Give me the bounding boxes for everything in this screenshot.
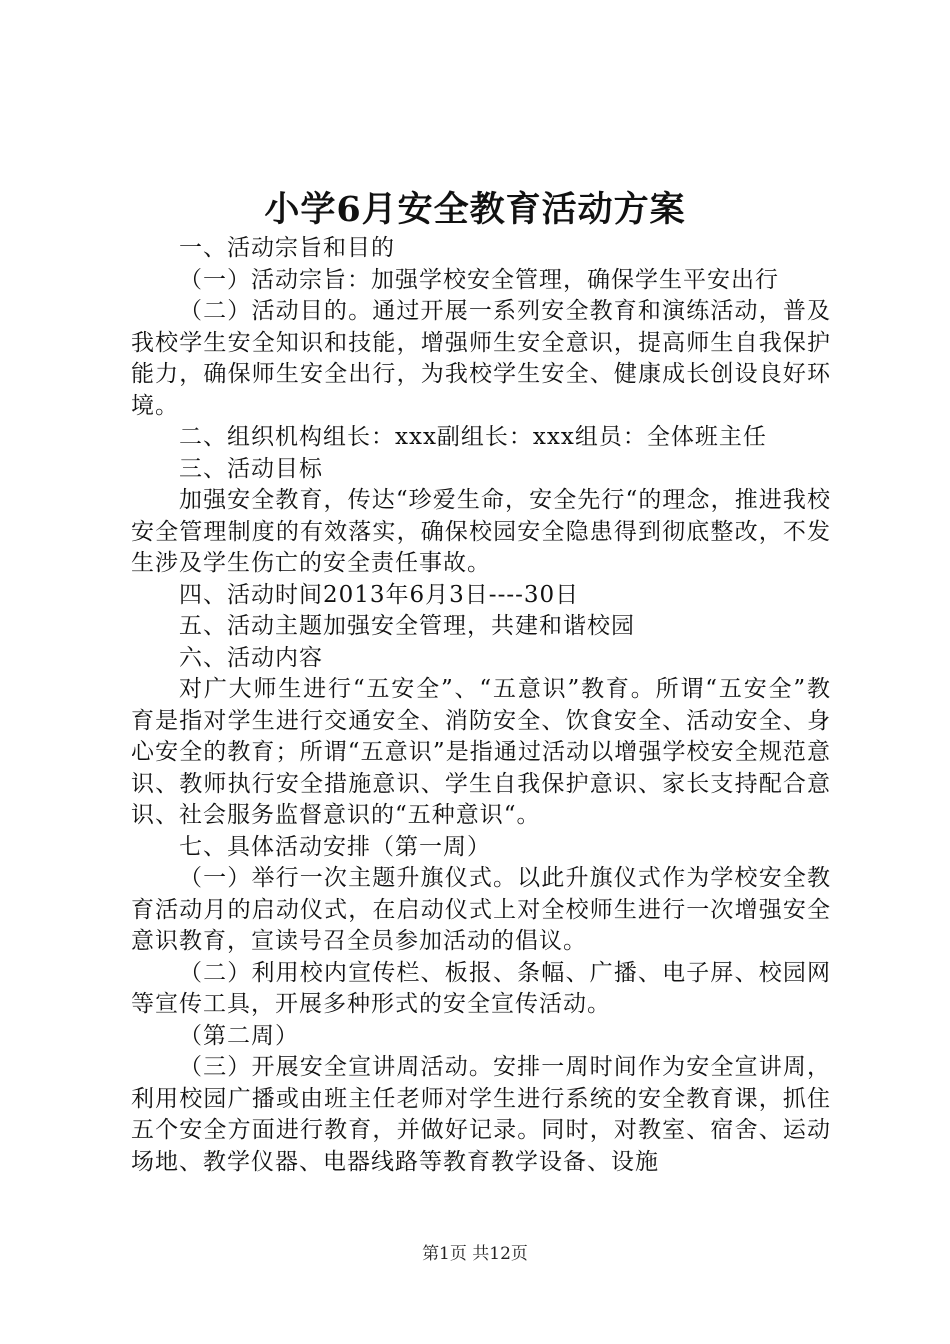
paragraph-activity-content-text: 对广大师生进行“五安全”、“五意识”教育。所谓“五安全”教育是指对学生进行交通安全、消防安全、饮食安全、活动安全、身心安全的教育；所谓“五意识”是指通过活动以增强学校安全规范意识、教师执行安全措施意识、学生自我保护意识、家长支持配合意识、社会服务监督意识的“五种意识“。 bbox=[131, 676, 831, 828]
paragraph-section-3-heading: 三、活动目标 bbox=[179, 455, 323, 482]
page-footer: 第1页 共12页 bbox=[422, 1244, 528, 1264]
paragraph-section-6-heading: 六、活动内容 bbox=[179, 644, 323, 671]
paragraph-section-7-heading: 七、具体活动安排（第一周） bbox=[179, 833, 491, 860]
paragraph-arrangement-item-2: （二）利用校内宣传栏、板报、条幅、广播、电子屏、校园网等宣传工具，开展多种形式的安全宣传活动。 bbox=[131, 959, 831, 1017]
paragraph-section-4-time: 四、活动时间2013年6月3日----30日 bbox=[179, 581, 580, 608]
paragraph-arrangement-item-1: （一）举行一次主题升旗仪式。以此升旗仪式作为学校安全教育活动月的启动仪式，在启动仪式上对全校师生进行一次增强安全意识教育，宣读号召全员参加活动的倡议。 bbox=[131, 865, 831, 954]
paragraph-section-1-heading: 一、活动宗旨和目的 bbox=[179, 235, 395, 261]
paragraph-arrangement-item-3: （三）开展安全宣讲周活动。安排一周时间作为安全宣讲周，利用校园广播或由班主任老师对学生进行系统的安全教育课，抓住五个安全方面进行教育，并做好记录。同时，对教室、宿舍、运动场地、教学仪器、电器线路等教育教学设备、设施 bbox=[131, 1054, 831, 1175]
document-body bbox=[131, 233, 831, 1178]
paragraph-activity-goal: （二）活动目的。通过开展一系列安全教育和演练活动，普及我校学生安全知识和技能，增强师生安全意识，提高师生自我保护能力，确保师生安全出行，为我校学生安全、健康成长创设良好环境。 bbox=[131, 298, 831, 419]
paragraph-section-2-organization: 二、组织机构组长：xxx副组长：xxx组员：全体班主任 bbox=[179, 424, 767, 450]
paragraph-week-2-heading: （第二周） bbox=[179, 1022, 299, 1049]
paragraph-activity-purpose: （一）活动宗旨：加强学校安全管理，确保学生平安出行 bbox=[179, 266, 779, 293]
paragraph-section-5-theme: 五、活动主题加强安全管理，共建和谐校园 bbox=[179, 613, 635, 639]
document-title: 小学6月安全教育活动方案 bbox=[264, 189, 686, 230]
paragraph-activity-target-text: 加强安全教育，传达“珍爱生命，安全先行“的理念，推进我校安全管理制度的有效落实，确保校园安全隐患得到彻底整改，不发生涉及学生伤亡的安全责任事故。 bbox=[131, 487, 831, 576]
